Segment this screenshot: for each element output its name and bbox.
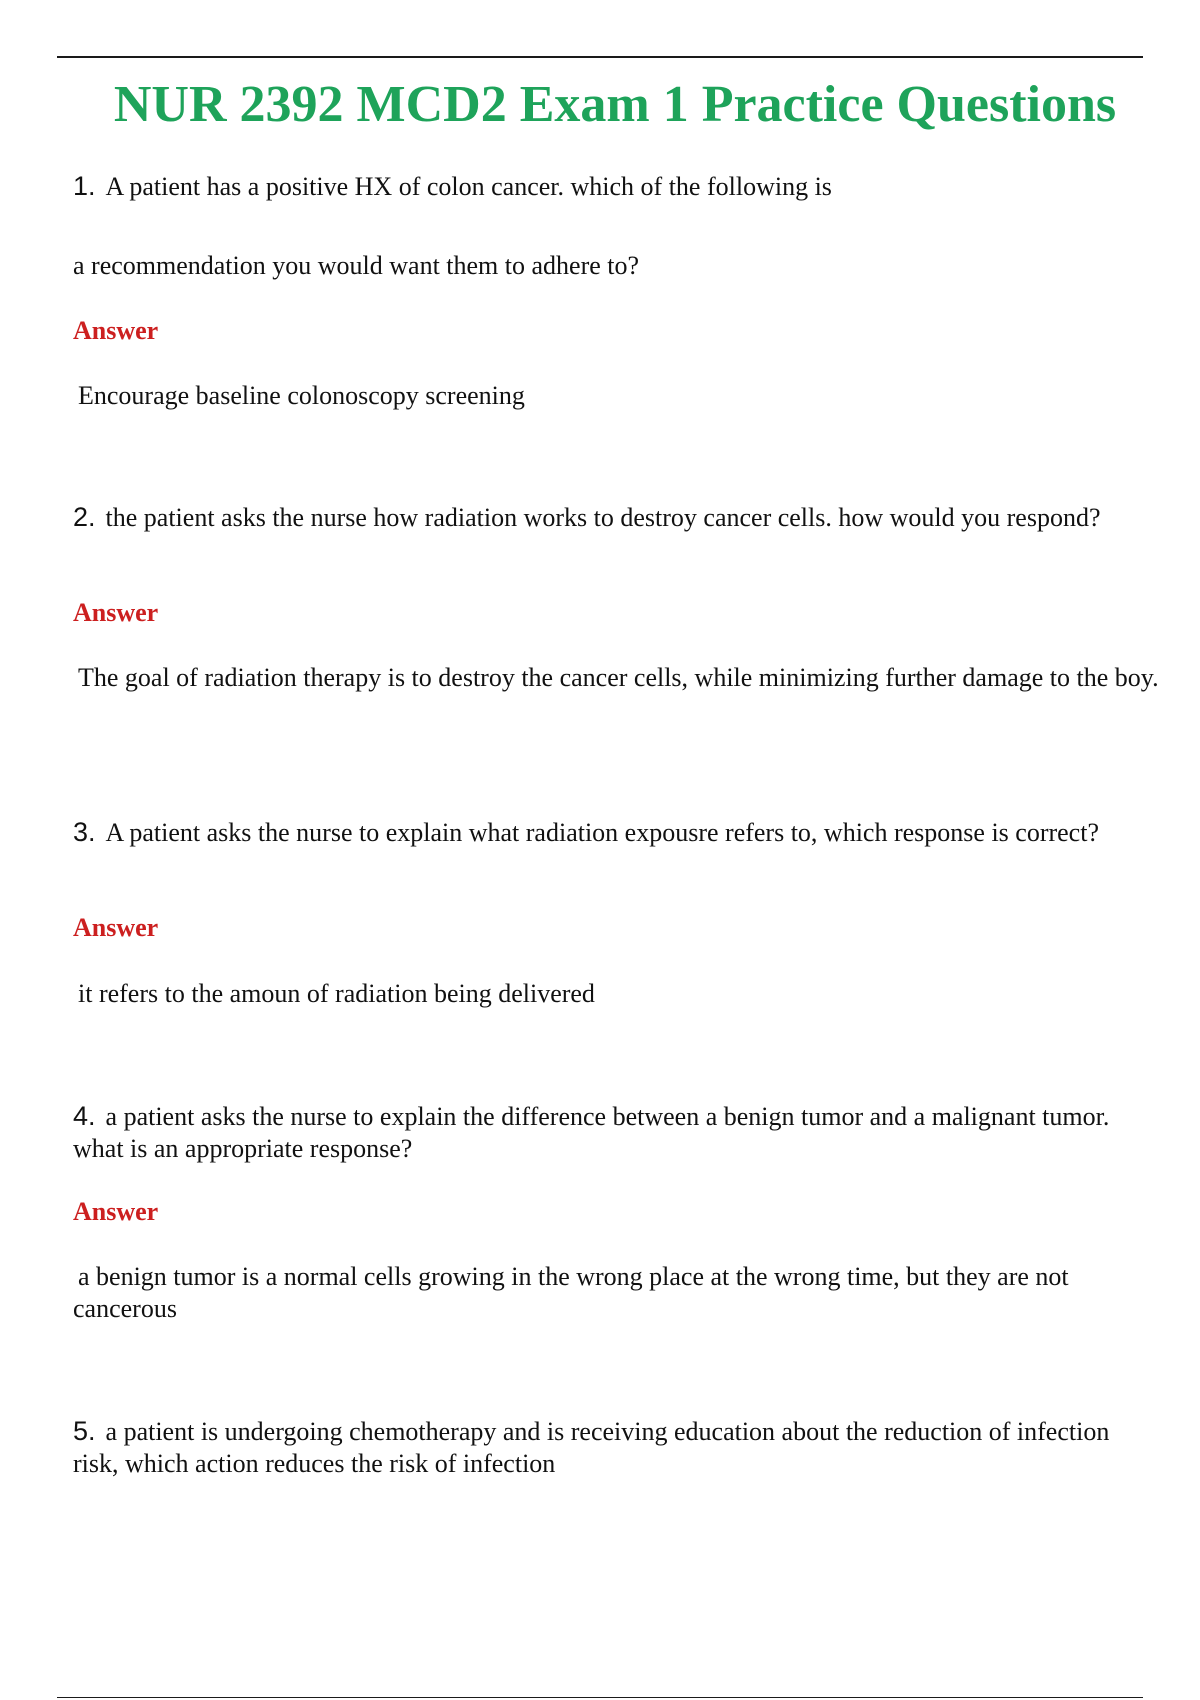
question-block-5: [73, 1415, 1153, 1480]
question-number: 4.: [73, 1101, 96, 1131]
answer-text: The goal of radiation therapy is to destroy the cancer cells, while minimizing further damage to the boy.: [78, 663, 1159, 692]
question-number: 5.: [73, 1416, 96, 1446]
question-block-4: [73, 1100, 1153, 1323]
question-text-continued: a recommendation you would want them to adhere to?: [73, 251, 640, 280]
question-number: 1.: [73, 171, 96, 201]
question-block-2: [73, 501, 1159, 692]
question-text: 5. a patient is undergoing chemotherapy and is receiving education about the reduction of infection risk, which action reduces the risk of infection: [73, 1416, 1110, 1478]
question-block-3: [73, 816, 1153, 1008]
answer-label: Answer: [73, 1197, 159, 1226]
page-title: NUR 2392 MCD2 Exam 1 Practice Questions: [113, 76, 1117, 133]
question-text: 3. A patient asks the nurse to explain what radiation expousre refers to, which response is correct?: [73, 817, 1099, 847]
answer-label: Answer: [73, 316, 159, 345]
question-number: 2.: [73, 502, 96, 532]
question-block-1: [73, 170, 1153, 410]
answer-text: it refers to the amoun of radiation being delivered: [78, 979, 595, 1008]
question-text: 1. A patient has a positive HX of colon cancer. which of the following is: [73, 171, 832, 201]
bottom-rule: [57, 1697, 1143, 1698]
question-text: 2. the patient asks the nurse how radiation works to destroy cancer cells. how would you respond?: [73, 502, 1101, 532]
top-rule: [57, 56, 1143, 58]
answer-label: Answer: [73, 598, 159, 627]
answer-label: Answer: [73, 913, 159, 942]
answer-text: Encourage baseline colonoscopy screening: [78, 381, 525, 410]
answer-text: a benign tumor is a normal cells growing in the wrong place at the wrong time, but they are not cancerous: [73, 1262, 1069, 1323]
question-number: 3.: [73, 817, 96, 847]
question-text: 4. a patient asks the nurse to explain the difference between a benign tumor and a malignant tumor. what is an appropriate response?: [73, 1101, 1110, 1163]
